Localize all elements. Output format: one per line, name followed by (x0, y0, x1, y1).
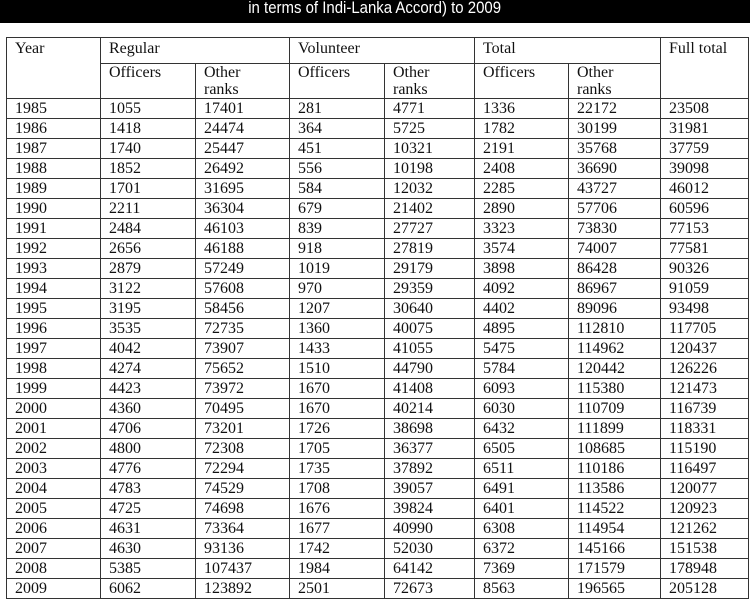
cell-volunteer-officers: 584 (290, 179, 385, 199)
cell-total-officers: 6505 (475, 439, 569, 459)
cell-total-other-ranks: 36690 (569, 159, 661, 179)
other-label: Other (577, 64, 614, 81)
table-row (7, 199, 749, 219)
cell-year: 1993 (7, 259, 101, 279)
cell-total-other-ranks: 57706 (569, 199, 661, 219)
cell-full-total: 39098 (661, 159, 749, 179)
cell-total-other-ranks: 145166 (569, 539, 661, 559)
cell-regular-officers: 4706 (101, 419, 196, 439)
cell-full-total: 120437 (661, 339, 749, 359)
cell-full-total: 126226 (661, 359, 749, 379)
cell-year: 2002 (7, 439, 101, 459)
cell-year: 1988 (7, 159, 101, 179)
cell-full-total: 120923 (661, 499, 749, 519)
cell-volunteer-other-ranks: 39057 (385, 479, 475, 499)
table-row (7, 299, 749, 319)
cell-regular-other-ranks: 31695 (196, 179, 290, 199)
cell-regular-other-ranks: 72735 (196, 319, 290, 339)
cell-total-other-ranks: 30199 (569, 119, 661, 139)
cell-volunteer-other-ranks: 27819 (385, 239, 475, 259)
cell-volunteer-other-ranks: 10198 (385, 159, 475, 179)
header-volunteer-officers (290, 64, 385, 99)
cell-year: 1991 (7, 219, 101, 239)
cell-regular-other-ranks: 107437 (196, 559, 290, 579)
other-label: Other (204, 64, 241, 81)
cell-volunteer-officers: 1433 (290, 339, 385, 359)
cell-total-other-ranks: 110709 (569, 399, 661, 419)
cell-regular-officers: 4423 (101, 379, 196, 399)
cell-year: 1986 (7, 119, 101, 139)
cell-total-other-ranks: 43727 (569, 179, 661, 199)
cell-full-total: 90326 (661, 259, 749, 279)
cell-year: 1994 (7, 279, 101, 299)
cell-total-other-ranks: 115380 (569, 379, 661, 399)
table-row (7, 479, 749, 499)
cell-volunteer-officers: 1708 (290, 479, 385, 499)
table-row (7, 419, 749, 439)
cell-volunteer-other-ranks: 64142 (385, 559, 475, 579)
other-label: Other (393, 64, 430, 81)
header-total-other-ranks (569, 64, 661, 99)
cell-full-total: 151538 (661, 539, 749, 559)
cell-volunteer-other-ranks: 40990 (385, 519, 475, 539)
table-row (7, 219, 749, 239)
cell-year: 2000 (7, 399, 101, 419)
cell-volunteer-other-ranks: 40214 (385, 399, 475, 419)
cell-volunteer-officers: 2501 (290, 579, 385, 599)
cell-volunteer-officers: 1670 (290, 399, 385, 419)
cell-volunteer-officers: 1207 (290, 299, 385, 319)
cell-total-officers: 6093 (475, 379, 569, 399)
cell-total-other-ranks: 89096 (569, 299, 661, 319)
cell-total-officers: 3898 (475, 259, 569, 279)
header-row-subcolumns (7, 64, 749, 99)
table-row (7, 499, 749, 519)
cell-total-other-ranks: 35768 (569, 139, 661, 159)
ranks-label: ranks (393, 81, 428, 98)
cell-volunteer-officers: 1676 (290, 499, 385, 519)
cell-regular-other-ranks: 58456 (196, 299, 290, 319)
cell-regular-other-ranks: 36304 (196, 199, 290, 219)
cell-total-officers: 1336 (475, 99, 569, 119)
cell-regular-officers: 3195 (101, 299, 196, 319)
cell-total-other-ranks: 114962 (569, 339, 661, 359)
cell-full-total: 116739 (661, 399, 749, 419)
cell-regular-other-ranks: 72308 (196, 439, 290, 459)
table-row (7, 519, 749, 539)
header-full-total: Full total (661, 38, 749, 99)
cell-volunteer-officers: 1360 (290, 319, 385, 339)
header-total-officers (475, 64, 569, 99)
cell-total-officers: 3574 (475, 239, 569, 259)
cell-total-other-ranks: 110186 (569, 459, 661, 479)
cell-year: 2004 (7, 479, 101, 499)
cell-year: 1985 (7, 99, 101, 119)
cell-volunteer-officers: 556 (290, 159, 385, 179)
header-row-groups (7, 38, 749, 64)
cell-total-officers: 5475 (475, 339, 569, 359)
cell-total-officers: 7369 (475, 559, 569, 579)
cell-volunteer-other-ranks: 21402 (385, 199, 475, 219)
cell-regular-officers: 6062 (101, 579, 196, 599)
cell-volunteer-officers: 918 (290, 239, 385, 259)
table-row (7, 359, 749, 379)
cell-volunteer-other-ranks: 29359 (385, 279, 475, 299)
cell-regular-officers: 4360 (101, 399, 196, 419)
table-row (7, 99, 749, 119)
cell-full-total: 77153 (661, 219, 749, 239)
table-row (7, 179, 749, 199)
cell-volunteer-officers: 679 (290, 199, 385, 219)
cell-total-other-ranks: 171579 (569, 559, 661, 579)
cell-volunteer-other-ranks: 41055 (385, 339, 475, 359)
table-row (7, 399, 749, 419)
cell-volunteer-officers: 1726 (290, 419, 385, 439)
cell-volunteer-other-ranks: 12032 (385, 179, 475, 199)
cell-regular-other-ranks: 46103 (196, 219, 290, 239)
cell-volunteer-officers: 451 (290, 139, 385, 159)
cell-year: 2005 (7, 499, 101, 519)
cell-total-other-ranks: 196565 (569, 579, 661, 599)
table-row (7, 439, 749, 459)
cell-total-other-ranks: 114522 (569, 499, 661, 519)
cell-regular-officers: 1701 (101, 179, 196, 199)
cell-full-total: 118331 (661, 419, 749, 439)
cell-total-officers: 4895 (475, 319, 569, 339)
cell-volunteer-other-ranks: 29179 (385, 259, 475, 279)
cell-regular-other-ranks: 46188 (196, 239, 290, 259)
cell-total-other-ranks: 111899 (569, 419, 661, 439)
cell-year: 2001 (7, 419, 101, 439)
cell-regular-other-ranks: 123892 (196, 579, 290, 599)
cell-regular-officers: 2484 (101, 219, 196, 239)
cell-full-total: 23508 (661, 99, 749, 119)
ranks-label: ranks (204, 81, 239, 98)
cell-total-officers: 5784 (475, 359, 569, 379)
table-row (7, 279, 749, 299)
cell-regular-other-ranks: 73201 (196, 419, 290, 439)
cell-regular-other-ranks: 75652 (196, 359, 290, 379)
officers-label: Officers (109, 64, 162, 81)
cell-regular-officers: 4776 (101, 459, 196, 479)
cell-volunteer-other-ranks: 30640 (385, 299, 475, 319)
cell-year: 1990 (7, 199, 101, 219)
cell-regular-officers: 4274 (101, 359, 196, 379)
cell-full-total: 46012 (661, 179, 749, 199)
cell-regular-officers: 4631 (101, 519, 196, 539)
cell-volunteer-other-ranks: 5725 (385, 119, 475, 139)
table-row (7, 539, 749, 559)
cell-regular-other-ranks: 73364 (196, 519, 290, 539)
cell-regular-other-ranks: 57608 (196, 279, 290, 299)
cell-full-total: 31981 (661, 119, 749, 139)
cell-volunteer-officers: 1705 (290, 439, 385, 459)
cell-volunteer-other-ranks: 40075 (385, 319, 475, 339)
cell-total-officers: 4092 (475, 279, 569, 299)
cell-volunteer-other-ranks: 37892 (385, 459, 475, 479)
cell-regular-officers: 1055 (101, 99, 196, 119)
cell-year: 1995 (7, 299, 101, 319)
header-regular: Regular (101, 38, 290, 64)
cell-volunteer-officers: 364 (290, 119, 385, 139)
cell-regular-other-ranks: 70495 (196, 399, 290, 419)
cell-volunteer-officers: 1984 (290, 559, 385, 579)
cell-regular-officers: 4042 (101, 339, 196, 359)
cell-regular-other-ranks: 25447 (196, 139, 290, 159)
cell-full-total: 116497 (661, 459, 749, 479)
cell-regular-officers: 2879 (101, 259, 196, 279)
cell-regular-other-ranks: 74529 (196, 479, 290, 499)
cell-volunteer-officers: 970 (290, 279, 385, 299)
cell-year: 2007 (7, 539, 101, 559)
cell-regular-officers: 1418 (101, 119, 196, 139)
header-regular-officers (101, 64, 196, 99)
cell-total-officers: 3323 (475, 219, 569, 239)
cell-total-officers: 2408 (475, 159, 569, 179)
header-total: Total (475, 38, 661, 64)
cell-regular-officers: 1740 (101, 139, 196, 159)
cell-total-other-ranks: 73830 (569, 219, 661, 239)
cell-full-total: 121262 (661, 519, 749, 539)
table-row (7, 139, 749, 159)
cell-total-officers: 2285 (475, 179, 569, 199)
cell-volunteer-other-ranks: 52030 (385, 539, 475, 559)
cell-total-officers: 2890 (475, 199, 569, 219)
cell-volunteer-other-ranks: 72673 (385, 579, 475, 599)
cell-year: 1997 (7, 339, 101, 359)
cell-total-officers: 6432 (475, 419, 569, 439)
cell-total-other-ranks: 86428 (569, 259, 661, 279)
cell-total-other-ranks: 120442 (569, 359, 661, 379)
cell-year: 1992 (7, 239, 101, 259)
cell-total-officers: 2191 (475, 139, 569, 159)
cell-regular-other-ranks: 74698 (196, 499, 290, 519)
cell-year: 1989 (7, 179, 101, 199)
table-row (7, 159, 749, 179)
table-row (7, 579, 749, 599)
cell-full-total: 117705 (661, 319, 749, 339)
table-row (7, 119, 749, 139)
cell-volunteer-other-ranks: 44790 (385, 359, 475, 379)
cell-total-other-ranks: 22172 (569, 99, 661, 119)
cell-regular-officers: 3535 (101, 319, 196, 339)
cell-regular-other-ranks: 72294 (196, 459, 290, 479)
cell-regular-officers: 4630 (101, 539, 196, 559)
cell-volunteer-other-ranks: 38698 (385, 419, 475, 439)
cell-volunteer-officers: 1677 (290, 519, 385, 539)
officers-label: Officers (298, 64, 351, 81)
header-volunteer: Volunteer (290, 38, 475, 64)
cell-total-other-ranks: 86967 (569, 279, 661, 299)
cell-regular-officers: 4725 (101, 499, 196, 519)
cell-full-total: 77581 (661, 239, 749, 259)
table-title: in terms of Indi-Lanka Accord) to 2009 (248, 0, 502, 17)
cell-year: 2003 (7, 459, 101, 479)
cell-volunteer-other-ranks: 39824 (385, 499, 475, 519)
cell-regular-other-ranks: 26492 (196, 159, 290, 179)
header-regular-other-ranks (196, 64, 290, 99)
cell-full-total: 91059 (661, 279, 749, 299)
cell-volunteer-officers: 1510 (290, 359, 385, 379)
cell-year: 2008 (7, 559, 101, 579)
table-row (7, 379, 749, 399)
table-row (7, 459, 749, 479)
cell-total-officers: 6030 (475, 399, 569, 419)
cell-year: 1999 (7, 379, 101, 399)
ranks-label: ranks (577, 81, 612, 98)
cell-full-total: 120077 (661, 479, 749, 499)
cell-year: 1996 (7, 319, 101, 339)
cell-total-officers: 6491 (475, 479, 569, 499)
cell-volunteer-other-ranks: 41408 (385, 379, 475, 399)
cell-total-officers: 6401 (475, 499, 569, 519)
cell-volunteer-officers: 839 (290, 219, 385, 239)
cell-volunteer-other-ranks: 4771 (385, 99, 475, 119)
personnel-table (6, 37, 749, 599)
cell-regular-officers: 4800 (101, 439, 196, 459)
cell-regular-other-ranks: 57249 (196, 259, 290, 279)
cell-volunteer-officers: 1742 (290, 539, 385, 559)
cell-year: 1987 (7, 139, 101, 159)
cell-year: 2006 (7, 519, 101, 539)
table-row (7, 259, 749, 279)
table-row (7, 559, 749, 579)
header-year: Year (7, 38, 101, 99)
cell-total-other-ranks: 114954 (569, 519, 661, 539)
cell-full-total: 115190 (661, 439, 749, 459)
cell-regular-officers: 2211 (101, 199, 196, 219)
cell-regular-other-ranks: 17401 (196, 99, 290, 119)
cell-regular-officers: 5385 (101, 559, 196, 579)
cell-full-total: 121473 (661, 379, 749, 399)
table-row (7, 239, 749, 259)
cell-volunteer-other-ranks: 36377 (385, 439, 475, 459)
cell-regular-officers: 3122 (101, 279, 196, 299)
cell-volunteer-officers: 281 (290, 99, 385, 119)
cell-full-total: 178948 (661, 559, 749, 579)
cell-regular-other-ranks: 73972 (196, 379, 290, 399)
officers-label: Officers (483, 64, 536, 81)
cell-total-officers: 6308 (475, 519, 569, 539)
table-row (7, 339, 749, 359)
title-bar (0, 0, 750, 23)
table-row (7, 319, 749, 339)
cell-total-other-ranks: 113586 (569, 479, 661, 499)
cell-total-other-ranks: 108685 (569, 439, 661, 459)
cell-regular-other-ranks: 73907 (196, 339, 290, 359)
cell-regular-other-ranks: 24474 (196, 119, 290, 139)
cell-regular-other-ranks: 93136 (196, 539, 290, 559)
cell-volunteer-other-ranks: 10321 (385, 139, 475, 159)
cell-volunteer-officers: 1019 (290, 259, 385, 279)
cell-total-officers: 4402 (475, 299, 569, 319)
cell-year: 2009 (7, 579, 101, 599)
cell-full-total: 60596 (661, 199, 749, 219)
cell-volunteer-officers: 1670 (290, 379, 385, 399)
cell-total-officers: 1782 (475, 119, 569, 139)
cell-total-other-ranks: 74007 (569, 239, 661, 259)
header-volunteer-other-ranks (385, 64, 475, 99)
cell-regular-officers: 1852 (101, 159, 196, 179)
cell-total-officers: 6372 (475, 539, 569, 559)
cell-volunteer-officers: 1735 (290, 459, 385, 479)
cell-regular-officers: 2656 (101, 239, 196, 259)
cell-year: 1998 (7, 359, 101, 379)
cell-total-officers: 6511 (475, 459, 569, 479)
cell-total-other-ranks: 112810 (569, 319, 661, 339)
cell-full-total: 93498 (661, 299, 749, 319)
cell-full-total: 205128 (661, 579, 749, 599)
cell-full-total: 37759 (661, 139, 749, 159)
cell-volunteer-other-ranks: 27727 (385, 219, 475, 239)
cell-total-officers: 8563 (475, 579, 569, 599)
cell-regular-officers: 4783 (101, 479, 196, 499)
